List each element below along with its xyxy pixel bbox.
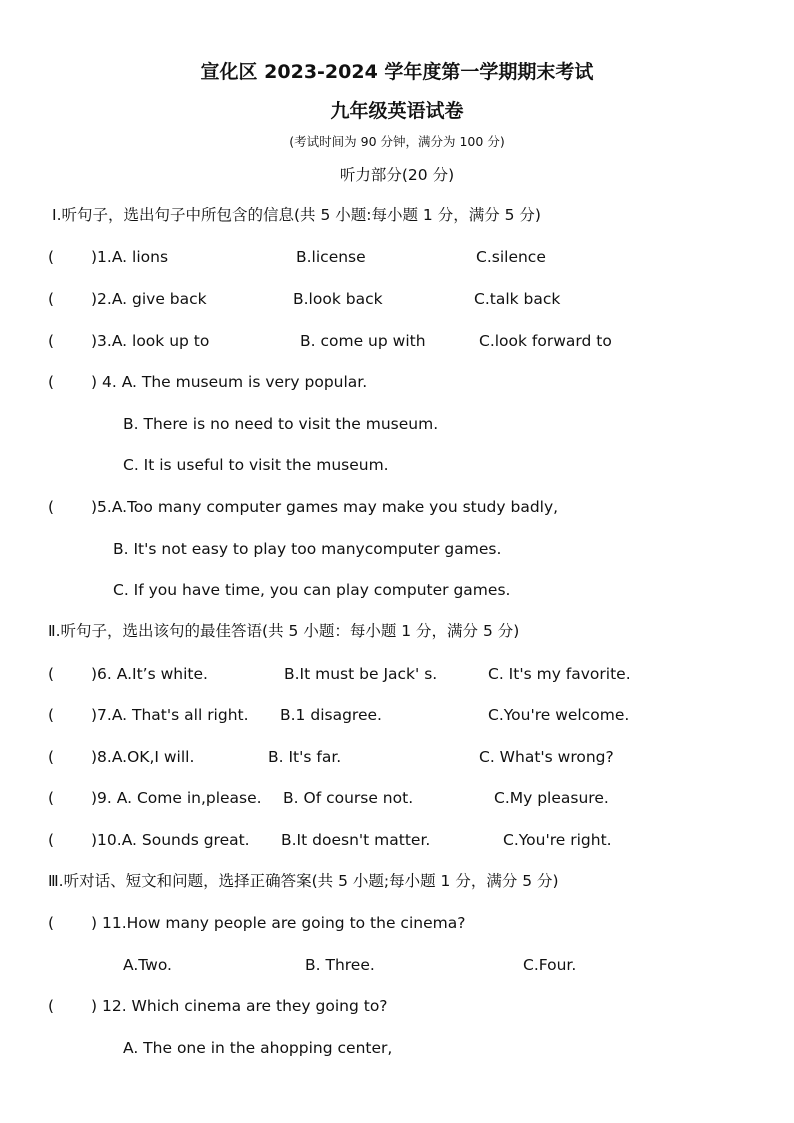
answer-bracket-open: ( [48,373,55,391]
option-c: C. What's wrong? [479,748,614,766]
option-b: B. It's not easy to play too manycomputer games. [113,540,502,558]
option-c: C.You're welcome. [488,706,630,724]
option-c: C. It is useful to visit the museum. [123,456,389,474]
option-b: B. Three. [305,956,375,974]
question-lead: )8.A.OK,I will. [91,748,195,766]
exam-info: (考试时间为 90 分钟，满分为 100 分) [289,134,505,149]
question-lead: ) 12. Which cinema are they going to? [91,997,388,1015]
question-lead: )6. A.It’s white. [91,665,208,683]
answer-bracket-open: ( [48,997,55,1015]
option-b: B. Of course not. [283,789,414,807]
question-lead: )1.A. lions [91,248,169,266]
option-a: A. The one in the ahopping center, [123,1039,393,1057]
question-lead: )7.A. That's all right. [91,706,249,724]
option-c: C. If you have time, you can play computer games. [113,581,511,599]
option-c: C.look forward to [479,332,612,350]
option-c: C.My pleasure. [494,789,609,807]
answer-bracket-open: ( [48,706,55,724]
question-lead: )9. A. Come in,please. [91,789,262,807]
option-c: C. It's my favorite. [488,665,631,683]
question-lead: )10.A. Sounds great. [91,831,250,849]
option-c: C.You're right. [503,831,612,849]
answer-bracket-open: ( [48,665,55,683]
section-heading-2: Ⅱ.听句子，选出该句的最佳答语(共 5 小题：每小题 1 分，满分 5 分) [48,622,520,640]
answer-bracket-open: ( [48,914,55,932]
answer-bracket-open: ( [48,789,55,807]
option-b: B. come up with [300,332,426,350]
answer-bracket-open: ( [48,498,55,516]
answer-bracket-open: ( [48,748,55,766]
option-a: A.Two. [123,956,172,974]
option-b: B. It's far. [268,748,342,766]
option-c: C.silence [476,248,546,266]
option-b: B.It doesn't matter. [281,831,431,849]
section-heading-3: Ⅲ.听对话、短文和问题，选择正确答案(共 5 小题;每小题 1 分，满分 5 分) [48,872,559,890]
exam-title: 宣化区 2023-2024 学年度第一学期期末考试 [200,61,594,83]
answer-bracket-open: ( [48,332,55,350]
answer-bracket-open: ( [48,290,55,308]
question-lead: )5.A.Too many computer games may make you study badly, [91,498,559,516]
option-b: B. There is no need to visit the museum. [123,415,439,433]
paper-subtitle: 九年级英语试卷 [330,100,464,122]
section-heading-1: Ⅰ.听句子，选出句子中所包含的信息(共 5 小题:每小题 1 分，满分 5 分) [52,206,541,224]
answer-bracket-open: ( [48,248,55,266]
question-lead: ) 11.How many people are going to the cinema? [91,914,466,932]
question-lead: )3.A. look up to [91,332,210,350]
option-b: B.look back [293,290,383,308]
question-lead: ) 4. A. The museum is very popular. [91,373,368,391]
option-b: B.1 disagree. [280,706,382,724]
answer-bracket-open: ( [48,831,55,849]
question-lead: )2.A. give back [91,290,207,308]
option-c: C.Four. [523,956,577,974]
part-title: 听力部分(20 分) [339,166,455,184]
option-c: C.talk back [474,290,561,308]
option-b: B.It must be Jack' s. [284,665,438,683]
option-b: B.license [296,248,366,266]
